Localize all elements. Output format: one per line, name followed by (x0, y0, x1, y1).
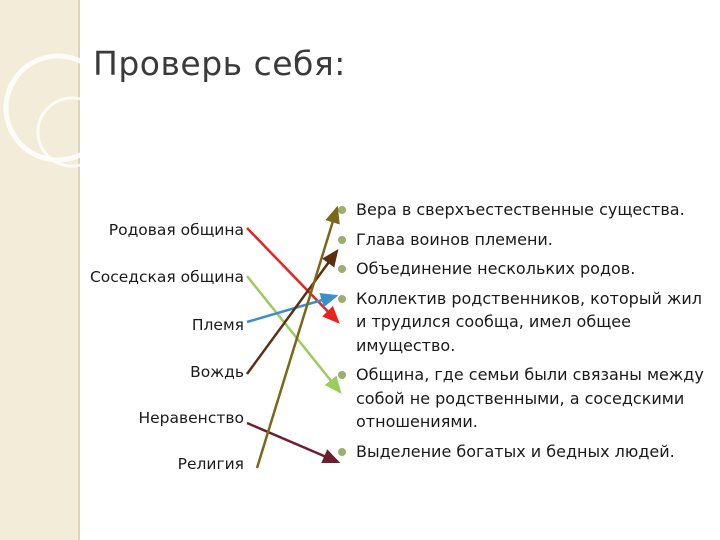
definition-item: Объединение нескольких родов. (336, 257, 706, 281)
connector-vozhd-to-glava (247, 251, 337, 374)
definition-item: Община, где семьи были связаны между собой не родственными, а соседскими отношениями. (336, 363, 706, 434)
definitions-list (336, 198, 706, 463)
slide-title: Проверь себя: (93, 44, 346, 83)
definition-item: Вера в сверхъестественные существа. (336, 198, 706, 222)
term-rodovaya-obshchina: Родовая община (108, 221, 244, 239)
connector-rodovaya-to-kollektiv (247, 228, 338, 322)
term-neravenstvo: Неравенство (138, 409, 244, 427)
connector-neravenstvo-to-vydelenie (247, 423, 338, 462)
term-plemya: Племя (191, 316, 244, 334)
term-sosedskaya-obshchina: Соседская община (89, 268, 244, 286)
connector-sosedskaya-to-obshchina (247, 276, 340, 392)
connector-religiya-to-vera (257, 208, 337, 468)
definition-item: Глава воинов племени. (336, 228, 706, 252)
term-vozhd: Вождь (190, 363, 244, 381)
decorative-side-stripe (0, 0, 78, 540)
stripe-divider (78, 0, 80, 540)
definition-item: Коллектив родственников, который жил и трудился сообща, имел общее имущество. (336, 287, 706, 358)
definition-item: Выделение богатых и бедных людей. (336, 440, 706, 464)
term-religiya: Религия (177, 455, 244, 473)
connector-plemya-to-obedinenie (247, 296, 336, 322)
